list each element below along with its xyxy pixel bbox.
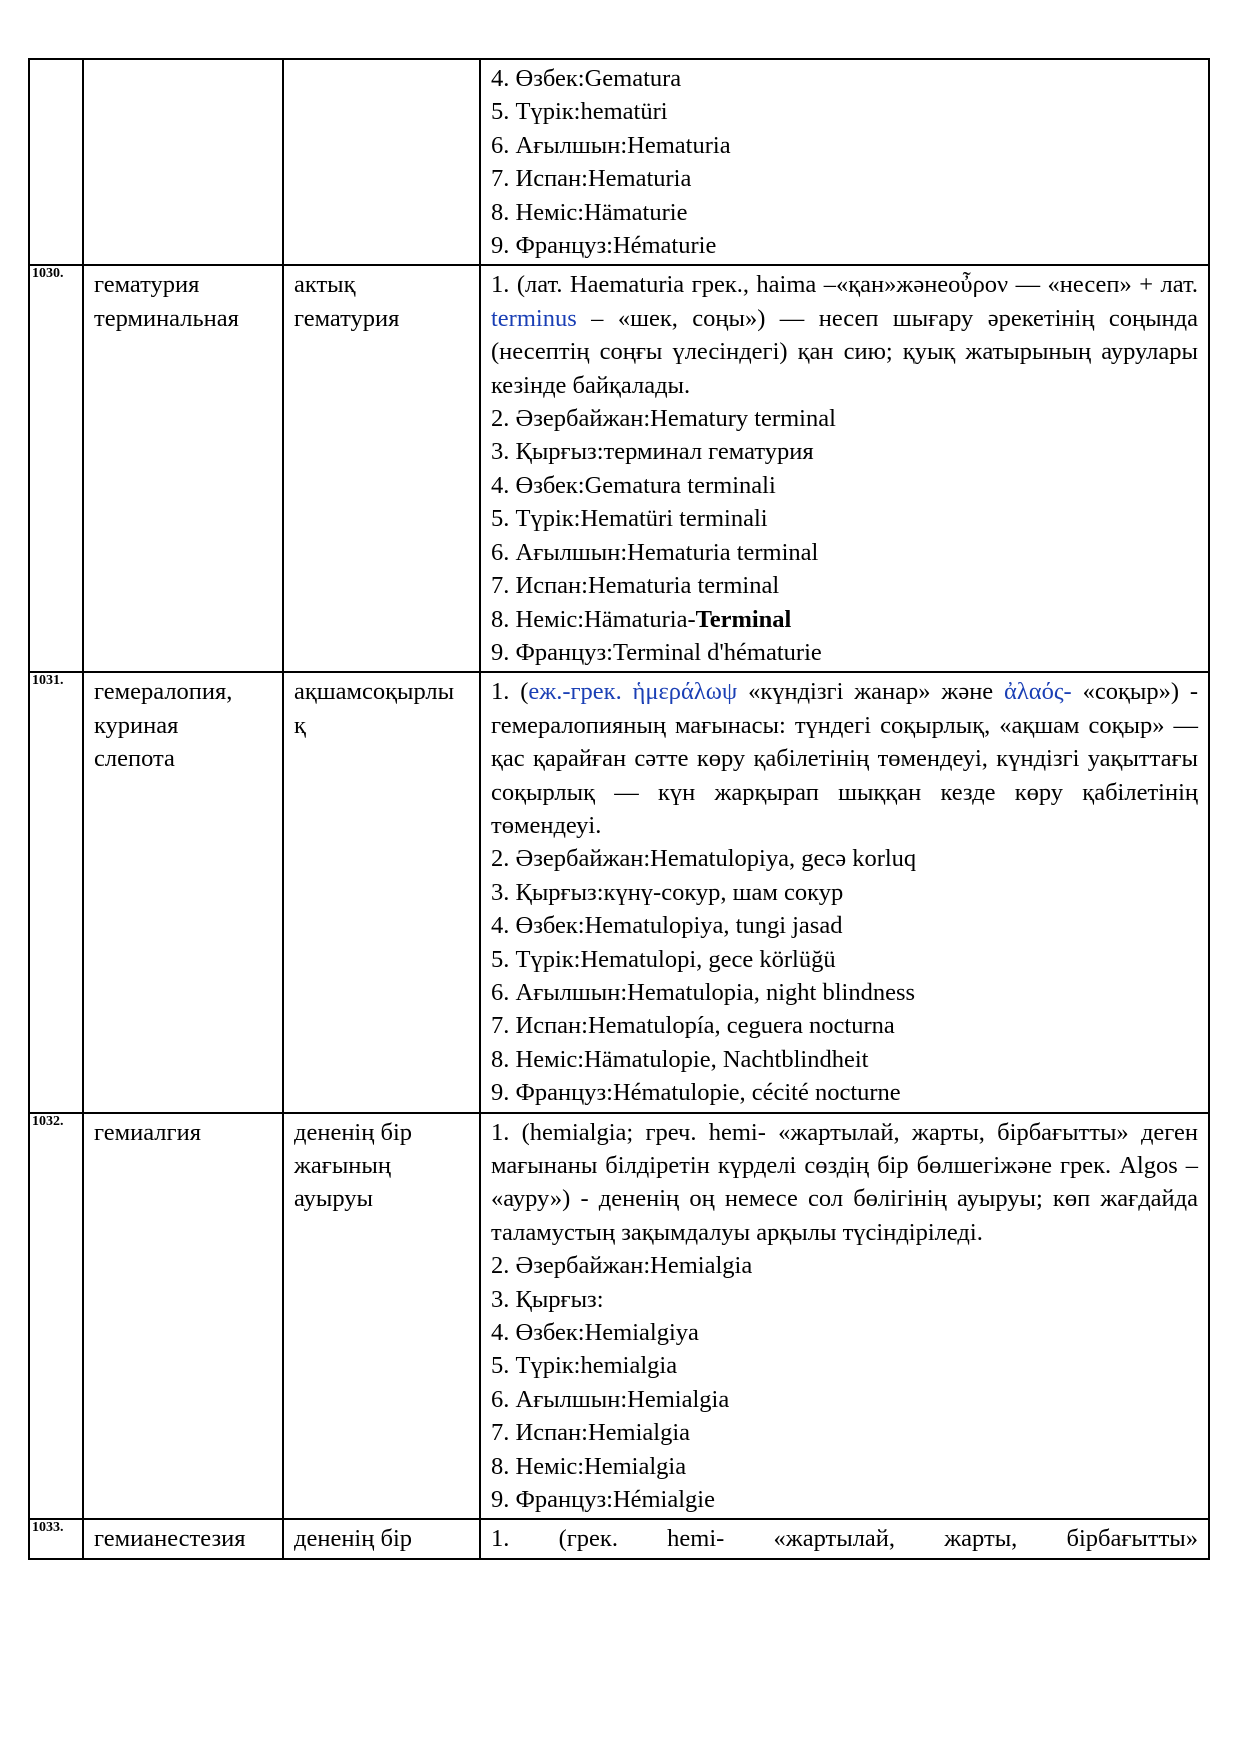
- definition-cell: [480, 1519, 1209, 1558]
- translation-line: 7. Испан:Hemialgia: [491, 1419, 691, 1447]
- table-row: [29, 1113, 1209, 1520]
- definition-text: 1. (еж.-грек. ἡμεράλωψ «күндізгі жанар» және ἀλαός- «соқыр») - гемералопияның мағынасы: түндегі соқырлық, «ақшам соқыр» — қас қарайған сәтте көру қабілетінің төмендеуі, күндізгі уақыттағы соқырлық — күн жарқырап шыққан кезде көру қабілетінің төмендеуі.: [491, 678, 1198, 839]
- kazakh-term-line: дененің бір: [294, 1118, 413, 1146]
- kazakh-term-cell: [283, 1519, 480, 1558]
- translation-line: 8. Неміс:Hämaturie: [491, 198, 688, 226]
- translation-line: 2. Әзербайжан:Hemialgia: [491, 1252, 753, 1280]
- entry-number: 1030.: [32, 266, 64, 282]
- kazakh-term-line: ақшамсоқырлы: [294, 678, 455, 706]
- entry-number: 1031.: [32, 673, 64, 689]
- kazakh-term-cell: [283, 1113, 480, 1520]
- translation-line: 7. Испан:Hematulopía, ceguera nocturna: [491, 1012, 895, 1040]
- translation-line: 5. Түрік:Hematulopi, gece körlüğü: [491, 945, 836, 973]
- kazakh-term-line: жағының: [294, 1152, 391, 1179]
- entry-number: 1032.: [32, 1113, 64, 1129]
- translation-line: 2. Әзербайжан:Hematury terminal: [491, 405, 836, 433]
- entry-number-cell: [29, 59, 83, 265]
- table-row: [29, 59, 1209, 265]
- kazakh-term-line: ауыруы: [294, 1185, 373, 1213]
- translation-line: 5. Түрік:hemialgia: [491, 1352, 678, 1380]
- russian-term-cell: [83, 265, 283, 672]
- kazakh-term-line: қ: [294, 711, 306, 739]
- russian-term-cell: [83, 1519, 283, 1558]
- table-row: [29, 265, 1209, 672]
- translation-line: 7. Испан:Hematuria terminal: [491, 572, 780, 600]
- entry-number-cell: [29, 1519, 83, 1558]
- definition-cell: [480, 265, 1209, 672]
- translation-line: 3. Қырғыз:күнү-сокур, шам сокур: [491, 878, 844, 906]
- dictionary-table: [28, 58, 1210, 1560]
- kazakh-term-line: гематурия: [294, 304, 400, 332]
- term-link[interactable]: ἀλαός-: [1004, 678, 1072, 706]
- russian-term-line: гемералопия,: [94, 678, 233, 706]
- translation-line: 3. Қырғыз:: [491, 1285, 604, 1313]
- entry-number-cell: [29, 265, 83, 672]
- translation-line: 7. Испан:Hematuria: [491, 165, 692, 193]
- translation-line: 5. Түрік:Hematüri terminali: [491, 505, 768, 533]
- dictionary-page: [28, 58, 1210, 1560]
- translation-line: 9. Француз:Hématulopie, cécité nocturne: [491, 1079, 901, 1107]
- translation-line: 5. Түрік:hematüri: [491, 98, 668, 126]
- kazakh-term-cell: [283, 59, 480, 265]
- russian-term-cell: [83, 672, 283, 1112]
- translation-line: 8. Неміс:Hämaturia-Terminal: [491, 605, 792, 633]
- translation-line: 4. Өзбек:Hematulopiya, tungi jasad: [491, 912, 843, 940]
- translation-line: 9. Француз:Hématurie: [491, 232, 717, 260]
- definition-cell: [480, 1113, 1209, 1520]
- translation-line: 9. Француз:Hémialgie: [491, 1486, 715, 1514]
- definition-cell: [480, 59, 1209, 265]
- entry-number: 1033.: [32, 1520, 64, 1536]
- russian-term-cell: [83, 1113, 283, 1520]
- russian-term-line: гемианестезия: [94, 1525, 246, 1553]
- entry-number-cell: [29, 672, 83, 1112]
- term-link[interactable]: еж.-грек. ἡμεράλωψ: [528, 678, 738, 706]
- russian-term-line: гемиалгия: [94, 1118, 201, 1146]
- translation-line: 4. Өзбек:Hemialgiya: [491, 1319, 699, 1347]
- entry-number-cell: [29, 1113, 83, 1520]
- russian-term-line: слепота: [94, 745, 175, 773]
- translation-line: 6. Ағылшын:Hematuria: [491, 131, 731, 159]
- translation-line: 9. Француз:Terminal d'hématurie: [491, 638, 822, 666]
- translation-line: 3. Қырғыз:терминал гематурия: [491, 438, 814, 466]
- russian-term-line: терминальная: [94, 304, 239, 332]
- translation-line: 2. Әзербайжан:Hematulopiya, gecə korluq: [491, 845, 917, 873]
- kazakh-term-line: актық: [294, 271, 356, 299]
- translation-line: 6. Ағылшын:Hemialgia: [491, 1385, 730, 1413]
- russian-term-line: гематурия: [94, 271, 200, 299]
- russian-term-cell: [83, 59, 283, 265]
- translation-line: 4. Өзбек:Gematura: [491, 65, 682, 92]
- definition-text: 1. (лат. Haematuria грек., haima –«қан»жәнеοὖρον — «несеп» + лат. terminus – «шек, соңы») — несеп шығару әрекетінің соңында (несептің соңғы үлесіндегі) қан сию; қуық жатырының аурулары кезінде байқалады.: [491, 271, 1198, 399]
- translation-line: 6. Ағылшын:Hematuria terminal: [491, 538, 819, 566]
- table-row: [29, 672, 1209, 1112]
- kazakh-term-cell: [283, 265, 480, 672]
- translation-line: 8. Неміс:Hämatulopie, Nachtblindheit: [491, 1045, 869, 1073]
- translation-line: 6. Ағылшын:Hematulopia, night blindness: [491, 978, 916, 1006]
- kazakh-term-cell: [283, 672, 480, 1112]
- russian-term-line: куриная: [94, 711, 179, 739]
- definition-text: 1. (грек. hemi- «жартылай, жарты, бірбағытты»: [491, 1525, 1198, 1553]
- definition-text: 1. (hemialgia; греч. hemi- «жартылай, жарты, бірбағытты» деген мағынаны білдіретін күрделі сөздің бір бөлшегіжәне грек. Algos – «ауру») - дененің оң немесе сол бөлігінің ауыруы; көп жағдайда таламустың зақымдалуы арқылы түсіндіріледі.: [491, 1118, 1198, 1246]
- kazakh-term-line: дененің бір: [294, 1525, 413, 1553]
- definition-cell: [480, 672, 1209, 1112]
- table-row: [29, 1519, 1209, 1558]
- term-link[interactable]: terminus: [491, 304, 577, 332]
- translation-line: 4. Өзбек:Gematura terminali: [491, 471, 776, 499]
- translation-line: 8. Неміс:Hemialgia: [491, 1452, 687, 1480]
